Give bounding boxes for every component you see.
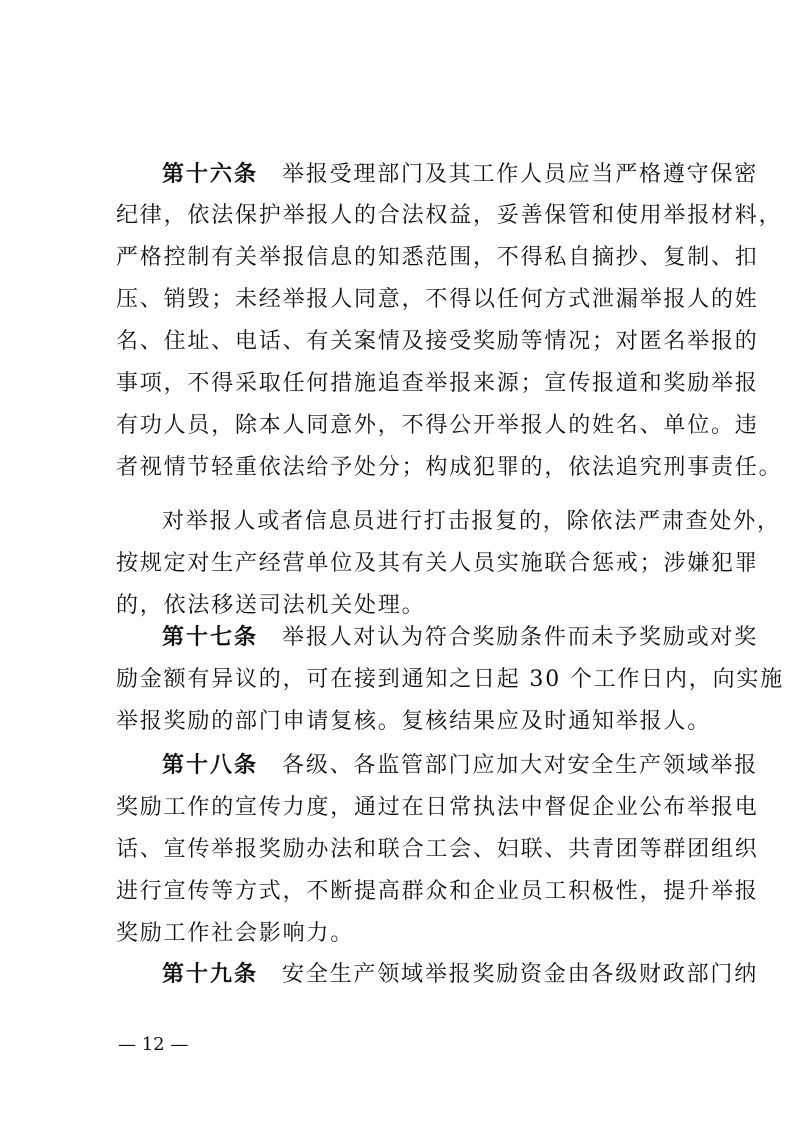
line-text: 者视情节轻重依法给予处分；构成犯罪的，依法追究刑事责任。 [116, 455, 783, 480]
paragraph-line [116, 238, 759, 278]
paragraph-line [116, 364, 759, 404]
paragraph-line [162, 502, 781, 542]
line-text: 进行宣传等方式，不断提高群众和企业员工积极性，提升举报 [116, 879, 759, 904]
paragraph-line [116, 788, 759, 828]
paragraph-line [116, 448, 783, 488]
line-text: 严格控制有关举报信息的知悉范围，不得私自摘抄、复制、扣 [116, 245, 759, 270]
paragraph-line [116, 914, 700, 954]
paragraph-line [116, 544, 759, 584]
line-text: 有功人员，除本人同意外，不得公开举报人的姓名、单位。违 [116, 413, 759, 438]
line-text: 事项，不得采取任何措施追查举报来源；宣传报道和奖励举报 [116, 371, 759, 396]
line-text: 对举报人或者信息员进行打击报复的，除依法严肃查处外， [162, 509, 781, 534]
article-heading: 第十六条 [162, 162, 259, 187]
paragraph-line [162, 955, 759, 995]
line-text: 纪律，依法保护举报人的合法权益，妥善保管和使用举报材料， [116, 203, 783, 228]
line-text: 按规定对生产经营单位及其有关人员实施联合惩戒；涉嫌犯罪 [116, 551, 759, 576]
paragraph-line [116, 872, 759, 912]
line-text: 举报人对认为符合奖励条件而未予奖励或对奖 [282, 625, 759, 650]
line-text: 举报奖励的部门申请复核。复核结果应及时通知举报人。 [116, 709, 712, 734]
paragraph-line [116, 702, 712, 742]
paragraph-line [116, 406, 759, 446]
paragraph-line [116, 280, 759, 320]
paragraph-line [162, 618, 759, 658]
line-text: 名、住址、电话、有关案情及接受奖励等情况；对匿名举报的 [116, 329, 759, 354]
paragraph-line [162, 155, 759, 195]
article-heading: 第十八条 [162, 753, 259, 778]
paragraph-line [116, 830, 759, 870]
line-text: 奖励工作社会影响力。 [116, 921, 355, 946]
line-text: 举报受理部门及其工作人员应当严格遵守保密 [282, 162, 759, 187]
line-text: 压、销毁；未经举报人同意，不得以任何方式泄漏举报人的姓 [116, 287, 759, 312]
paragraph-line [116, 196, 783, 236]
line-text: 各级、各监管部门应加大对安全生产领域举报 [282, 753, 759, 778]
article-heading: 第十七条 [162, 625, 259, 650]
line-text: 的，依法移送司法机关处理。 [116, 593, 426, 618]
line-text: 安全生产领域举报奖励资金由各级财政部门纳 [282, 962, 759, 987]
paragraph-line [116, 660, 784, 700]
paragraph-line [162, 746, 759, 786]
page-number: — 12 — [118, 1034, 189, 1055]
article-heading: 第十九条 [162, 962, 259, 987]
line-text: 奖励工作的宣传力度，通过在日常执法中督促企业公布举报电 [116, 795, 759, 820]
line-text: 励金额有异议的，可在接到通知之日起 30 个工作日内，向实施 [116, 667, 784, 692]
paragraph-line [116, 322, 759, 362]
line-text: 话、宣传举报奖励办法和联合工会、妇联、共青团等群团组织 [116, 837, 759, 862]
